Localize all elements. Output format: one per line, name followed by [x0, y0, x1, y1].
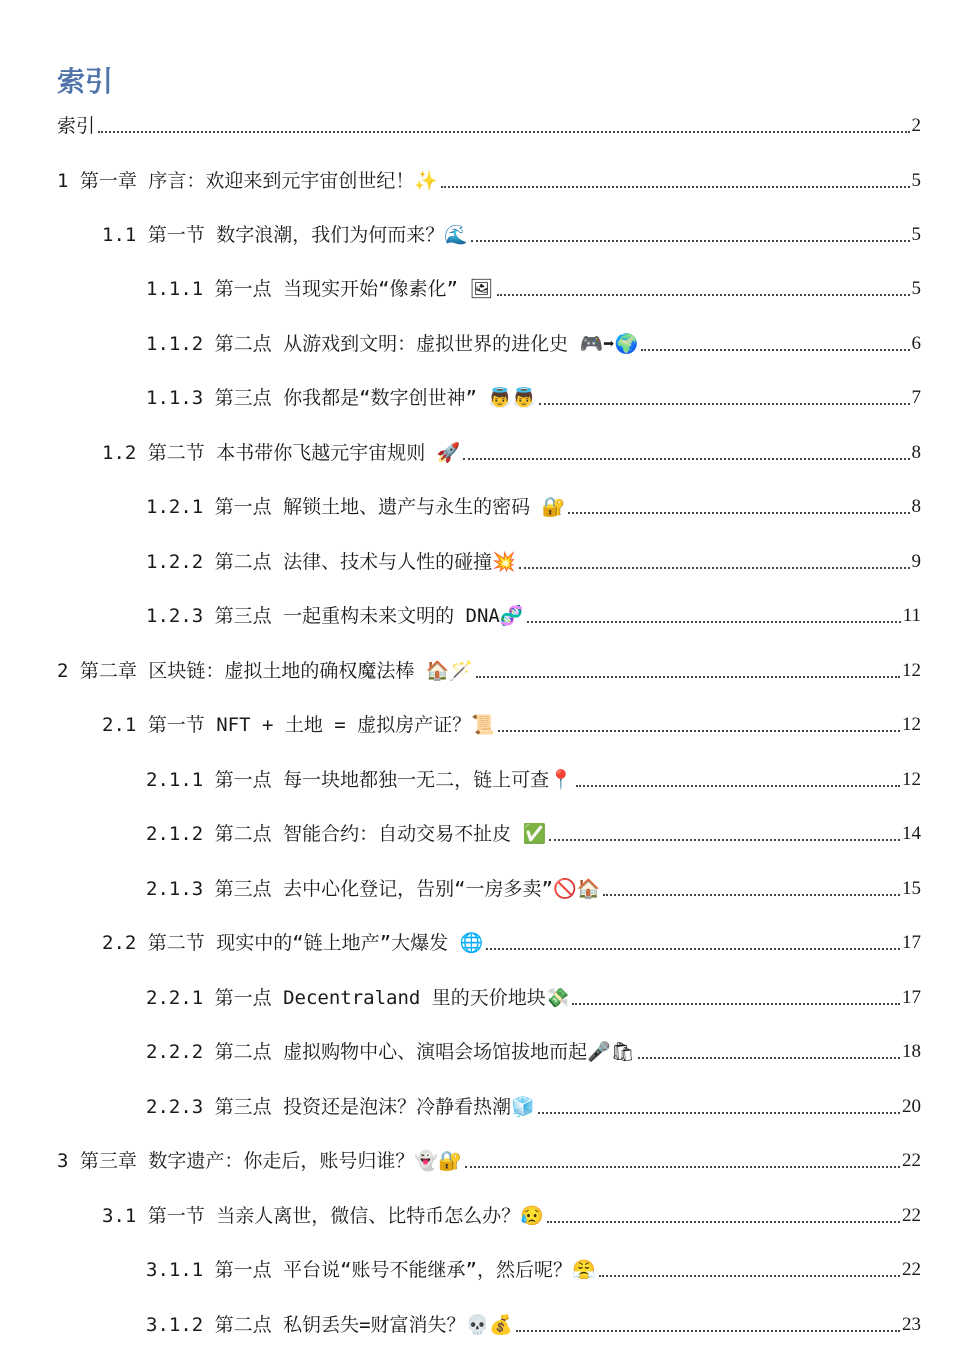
toc-entry-label: 2.2.1 第一点 Decentraland 里的天价地块💸	[146, 987, 570, 1009]
toc-entry-label: 2 第二章 区块链：虚拟土地的确权魔法棒 🏠🪄	[57, 660, 474, 682]
toc-entry-section-3-1[interactable]	[102, 1195, 921, 1229]
toc-entry-point-1-1-1[interactable]	[146, 268, 921, 302]
toc-entry-label: 1.1.2 第二点 从游戏到文明：虚拟世界的进化史 🎮➡🌍	[146, 333, 639, 355]
toc-page-number: 5	[911, 278, 921, 299]
toc-page-number: 5	[911, 170, 921, 191]
toc-entry-point-1-2-1[interactable]	[146, 486, 921, 520]
toc-leader-dots	[441, 186, 910, 188]
toc-entry-point-2-2-2[interactable]	[146, 1031, 921, 1065]
toc-page-number: 17	[902, 987, 921, 1008]
toc-leader-dots	[471, 240, 910, 242]
toc-page-number: 23	[902, 1314, 921, 1335]
toc-page-number: 22	[902, 1205, 921, 1226]
toc-entry-chapter-3[interactable]	[57, 1140, 921, 1174]
toc-entry-section-2-2[interactable]	[102, 922, 921, 956]
toc-page-number: 6	[911, 333, 921, 354]
toc-page-number: 2	[911, 115, 921, 136]
toc-leader-dots	[603, 894, 900, 896]
toc-page-number: 8	[911, 442, 921, 463]
toc-entry-label: 3.1.2 第二点 私钥丢失=财富消失？💀💰	[146, 1314, 513, 1336]
toc-entry-label: 2.2 第二节 现实中的“链上地产”大爆发 🌐	[102, 932, 484, 954]
toc-page-number: 12	[902, 714, 921, 735]
toc-entry-label: 1.2.2 第二点 法律、技术与人性的碰撞💥	[146, 551, 516, 573]
toc-entry-label: 1.1.3 第三点 你我都是“数字创世神” 👼👼	[146, 387, 536, 409]
toc-entry-label: 3.1.1 第一点 平台说“账号不能继承”，然后呢？😤	[146, 1259, 596, 1281]
toc-entry-point-2-1-3[interactable]	[146, 868, 921, 902]
toc-entry-label: 1 第一章 序言：欢迎来到元宇宙创世纪！✨	[57, 170, 438, 192]
toc-entry-label: 1.2 第二节 本书带你飞越元宇宙规则 🚀	[102, 442, 461, 464]
toc-page-number: 15	[902, 878, 921, 899]
toc-page-number: 22	[902, 1259, 921, 1280]
toc-heading: 索引	[57, 66, 114, 97]
toc-leader-dots	[576, 785, 900, 787]
toc-leader-dots	[486, 948, 900, 950]
toc-leader-dots	[465, 1166, 900, 1168]
toc-entry-point-1-2-2[interactable]	[146, 541, 921, 575]
toc-page-number: 17	[902, 932, 921, 953]
toc-entry-label: 2.1.3 第三点 去中心化登记，告别“一房多卖”🚫🏠	[146, 878, 601, 900]
toc-page-number: 9	[911, 551, 921, 572]
toc-leader-dots	[476, 676, 900, 678]
toc-page-number: 8	[911, 496, 921, 517]
toc-entry-point-2-1-1[interactable]	[146, 759, 921, 793]
toc-entry-section-2-1[interactable]	[102, 704, 921, 738]
toc-leader-dots	[641, 349, 909, 351]
toc-page-number: 12	[902, 769, 921, 790]
toc-entry-label: 3 第三章 数字遗产：你走后，账号归谁？👻🔐	[57, 1150, 462, 1172]
toc-leader-dots	[638, 1057, 900, 1059]
toc-entry-point-1-1-3[interactable]	[146, 377, 921, 411]
toc-entry-point-2-1-2[interactable]	[146, 813, 921, 847]
toc-leader-dots	[539, 403, 910, 405]
toc-leader-dots	[519, 567, 910, 569]
toc-entry-point-3-1-1[interactable]	[146, 1249, 921, 1283]
toc-entry-label: 2.2.2 第二点 虚拟购物中心、演唱会场馆拔地而起🎤🛍	[146, 1041, 635, 1063]
toc-leader-dots	[538, 1112, 900, 1114]
toc-entry-chapter-2[interactable]	[57, 650, 921, 684]
toc-leader-dots	[547, 1221, 900, 1223]
toc-entry-index[interactable]	[57, 105, 921, 139]
toc-entry-label: 2.1.1 第一点 每一块地都独一无二，链上可查📍	[146, 769, 573, 791]
toc-entry-label: 1.1.1 第一点 当现实开始“像素化” 🖼	[146, 278, 494, 300]
toc-entry-label: 2.1.2 第二点 智能合约：自动交易不扯皮 ✅	[146, 823, 547, 845]
toc-page-number: 18	[902, 1041, 921, 1062]
toc-leader-dots	[599, 1275, 900, 1277]
toc-entry-label: 2.1 第一节 NFT + 土地 = 虚拟房产证？📜	[102, 714, 495, 736]
toc-entry-label: 1.2.1 第一点 解锁土地、遗产与永生的密码 🔐	[146, 496, 566, 518]
toc-entry-point-3-1-2[interactable]	[146, 1304, 921, 1338]
toc-leader-dots	[549, 839, 900, 841]
toc-leader-dots	[568, 512, 909, 514]
toc-page-number: 14	[902, 823, 921, 844]
toc-leader-dots	[516, 1330, 900, 1332]
toc-entry-label: 2.2.3 第三点 投资还是泡沫？冷静看热潮🧊	[146, 1096, 535, 1118]
toc-entry-chapter-1[interactable]	[57, 160, 921, 194]
toc-entry-point-1-2-3[interactable]	[146, 595, 921, 629]
toc-entry-point-2-2-1[interactable]	[146, 977, 921, 1011]
toc-entry-label: 3.1 第一节 当亲人离世，微信、比特币怎么办？😥	[102, 1205, 544, 1227]
toc-entry-section-1-2[interactable]	[102, 432, 921, 466]
toc-entry-label: 1.2.3 第三点 一起重构未来文明的 DNA🧬	[146, 605, 524, 627]
toc-leader-dots	[98, 131, 909, 133]
toc-leader-dots	[497, 294, 910, 296]
toc-entry-section-1-1[interactable]	[102, 214, 921, 248]
toc-leader-dots	[498, 730, 900, 732]
toc-page-number: 12	[902, 660, 921, 681]
toc-entry-label: 索引	[57, 115, 96, 137]
toc-page-number: 22	[902, 1150, 921, 1171]
toc-leader-dots	[572, 1003, 900, 1005]
toc-entry-label: 1.1 第一节 数字浪潮，我们为何而来？🌊	[102, 224, 468, 246]
toc-page-number: 5	[911, 224, 921, 245]
toc-entry-point-2-2-3[interactable]	[146, 1086, 921, 1120]
toc-leader-dots	[463, 458, 909, 460]
toc-page-number: 20	[902, 1096, 921, 1117]
toc-leader-dots	[527, 621, 901, 623]
toc-page-number: 11	[902, 605, 921, 626]
toc-entry-point-1-1-2[interactable]	[146, 323, 921, 357]
toc-page-number: 7	[911, 387, 921, 408]
